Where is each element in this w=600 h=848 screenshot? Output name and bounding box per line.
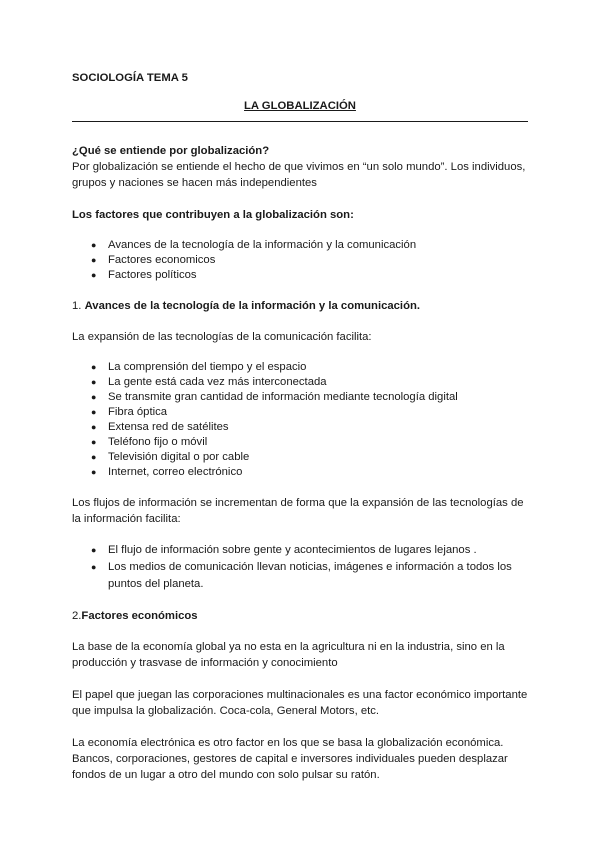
flows-intro: Los flujos de información se incrementan de forma que la expansión de las tecnologías de la información facilita: [72,497,524,525]
bullet-icon: ● [91,452,97,462]
title-divider [72,121,528,122]
list-item: ● Teléfono fijo o móvil [91,436,208,448]
bullet-icon: ● [91,392,97,402]
bullet-icon: ● [91,545,97,555]
bullet-icon: ● [91,255,97,265]
list-item: ● Se transmite gran cantidad de información mediante tecnología digital [91,391,458,403]
bullet-icon: ● [91,377,97,387]
list-item: ● Extensa red de satélites [91,421,229,433]
list-item: ● El flujo de información sobre gente y acontecimientos de lugares lejanos . [72,542,532,559]
section1-heading: 1. Avances de la tecnología de la información y la comunicación. [72,300,421,312]
bullet-icon: ● [91,467,97,477]
page-title: LA GLOBALIZACIÓN [244,100,356,112]
section1-intro: La expansión de las tecnologías de la comunicación facilita: [72,331,372,343]
list-item: ● La gente está cada vez más interconectada [91,376,327,388]
bullet-icon: ● [91,422,97,432]
list-item: ● Factores políticos [91,269,197,281]
bullet-icon: ● [91,437,97,447]
section2-paragraph: La economía electrónica es otro factor en los que se basa la globalización económica. Bancos, corporaciones, gestores de capital e inversores individuales pueden desplazar fondos de un lugar a otro del mundo con solo pulsar su ratón. [72,737,508,781]
list-item: ● Factores economicos [91,254,216,266]
bullet-icon: ● [91,362,97,372]
section2-paragraph: El papel que juegan las corporaciones multinacionales es una factor económico importante que impulsa la globalización. Coca-cola, General Motors, etc. [72,689,528,717]
intro-answer: Por globalización se entiende el hecho de que vivimos en “un solo mundo”. Los individuos, grupos y naciones se hacen más independientes [72,161,526,189]
section2-heading: 2.Factores económicos [72,610,198,622]
bullet-icon: ● [91,562,97,572]
bullet-icon: ● [91,407,97,417]
list-item: ● Internet, correo electrónico [91,466,243,478]
list-item: ● Fibra óptica [91,406,168,418]
list-item: ● Avances de la tecnología de la información y la comunicación [91,239,417,251]
factors-list [72,238,532,283]
document-body [72,143,532,783]
list-item: ● Televisión digital o por cable [91,451,250,463]
list-item: ● Los medios de comunicación llevan noticias, imágenes e información a todos los puntos del planeta. [91,561,512,590]
section2-paragraph: La base de la economía global ya no esta en la agricultura ni en la industria, sino en la producción y trasvase de información y conocimiento [72,641,505,669]
intro-question: ¿Qué se entiende por globalización? [72,145,270,157]
flows-list [72,542,532,593]
section1-list [72,360,532,480]
course-label: SOCIOLOGÍA TEMA 5 [72,72,188,84]
bullet-icon: ● [91,270,97,280]
factors-heading: Los factores que contribuyen a la globalización son: [72,209,354,221]
list-item: ● La comprensión del tiempo y el espacio [91,361,307,373]
bullet-icon: ● [91,240,97,250]
